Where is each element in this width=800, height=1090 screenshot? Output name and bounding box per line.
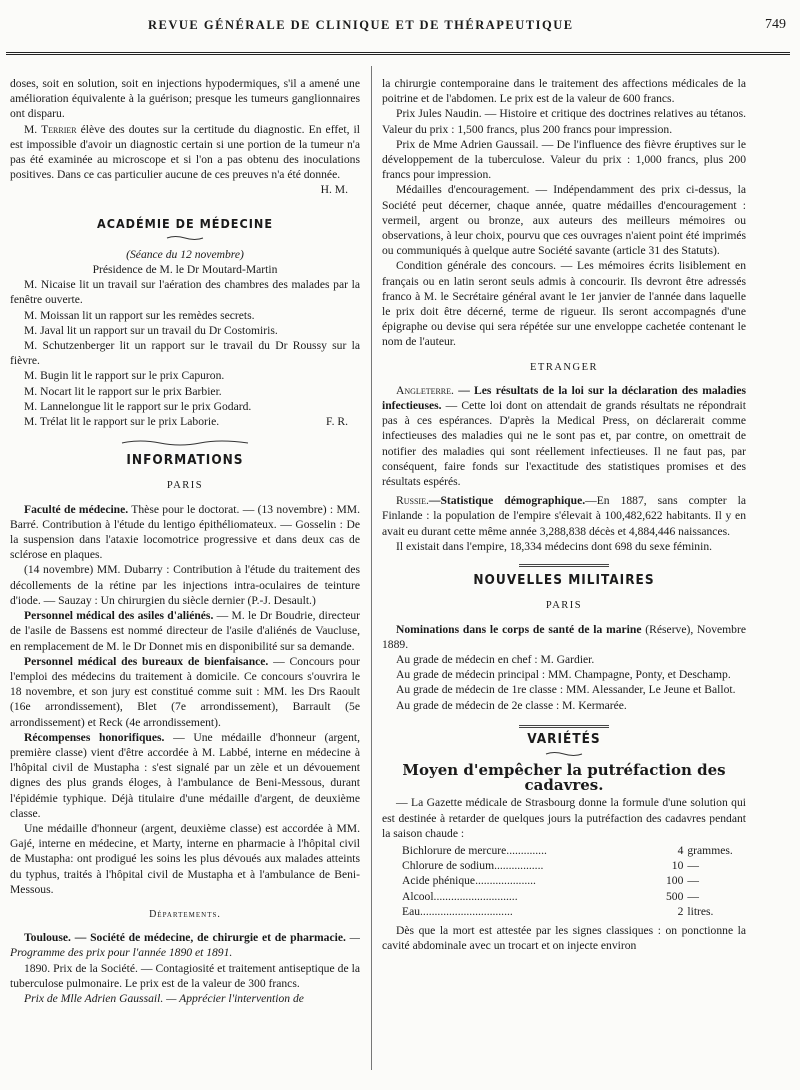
faculte-paragraph (10, 502, 360, 563)
acad-item: M. Moissan lit un rapport sur les remèdes secrets. (24, 308, 255, 322)
angleterre-head: — Les résultats de la loi sur la déclaration des maladies infectieuses. (382, 383, 746, 413)
faculte-paragraph-2: (14 novembre) MM. Dubarry : Contribution à l'étude du traitement des décollements de la rétine par les injections intra-oculaires de teinture d'iode. — Sauzay : Un chirurgien du siècle dernier (P.-J. Desault.) (10, 563, 360, 607)
final-paragraph: Dès que la mort est attestée par les signes classiques : on ponctionne la cavité abdominale avec un trocart et on injecte environ (382, 923, 746, 953)
formula-row: Acide phénique..................... 100 — (402, 874, 699, 888)
departements-heading: Départements. (149, 908, 221, 920)
medaille-paragraph: Une médaille d'honneur (argent, deuxième classe) est accordée à MM. Gajé, interne en médecine, et Marty, interne en pharmacie à l'hôpital civil de Mustapha: ont prodigué les soins les plus dévoués aux malades atteints du typhus, traités à l'hôpital civil de Mustapha et à l'ambulance de Beni-Messous. (10, 821, 360, 896)
formula-table (402, 843, 746, 919)
nouvelles-title: NOUVELLES MILITAIRES (473, 572, 655, 589)
faculte-text: Thèse pour le doctorat. — (13 novembre) : MM. Barré. Contribution à l'étude du lentigo épithéliomateux. — Gosselin : De la suspension dans l'ataxie locomotrice progressive et dans deux cas de sclérose en plaques. (10, 502, 360, 562)
bienfaisance-head: Personnel médical des bureaux de bienfaisance. (24, 654, 269, 668)
acad-item: M. Trélat lit le rapport sur le prix Laborie. (24, 415, 220, 429)
informations-paris: PARIS (166, 480, 204, 492)
formula-row: Eau................................ 2 litres. (402, 904, 714, 918)
russie-paragraph-2: Il existait dans l'empire, 18,334 médecins dont 698 du sexe féminin. (396, 539, 713, 553)
grade-item: Au grade de médecin de 1re classe : MM. Alessander, Le Jeune et Ballot. (396, 683, 736, 697)
seance-date: (Séance du 12 novembre) (126, 247, 244, 261)
asiles-text: — M. le Dr Boudrie, directeur de l'asile de Bassens est nommé directeur de l'asile d'aliénés de Vaucluse, en remplacement de M. le Dr Donnet mis en disponibilité sur sa demande. (10, 609, 360, 653)
chirurgie-paragraph: la chirurgie contemporaine dans le traitement des affections médicales de la poitrine et de l'abdomen. Le prix est de la valeur de 600 francs. (382, 77, 746, 106)
ornament-icon (165, 235, 205, 241)
formula-row: Alcool............................. 500 — (402, 889, 699, 903)
prix-societe: 1890. Prix de la Société. — Contagiosité et traitement antiseptique de la tuberculose pulmonaire. Le prix est de la valeur de 300 francs. (10, 961, 360, 990)
running-title: REVUE GÉNÉRALE DE CLINIQUE ET DE THÉRAPEUTIQUE (148, 18, 574, 32)
varietes-title: VARIÉTÉS (527, 730, 601, 747)
asiles-paragraph (10, 608, 360, 654)
condition-paragraph: Condition générale des concours. — Les mémoires écrits lisiblement en français ou en latin seront seuls admis à concourir. Ils devront être adressés franco à M. le Secrétaire général avant le 1er janvier de l'année dans laquelle le prix doit être décerné, terme de rigueur. Ils seront accompagnés d'une épigraphe ou devise qui sera répétée sur une enveloppe cachetée contenant le nom de l'auteur. (382, 259, 746, 349)
varietes-paragraph: — La Gazette médicale de Strasbourg donne la formule d'une solution qui est destinée à retarder de quelques jours la putréfaction des cadavres pendant la saison chaude : (382, 796, 746, 840)
medailles-paragraph: Médailles d'encouragement. — Indépendamment des prix ci-dessus, la Société peut décerner, chaque année, quatre médailles d'encouragement : vermeil, argent ou bronze, aux auteurs des meilleurs mémoires ou observations, à leur choix, pourvu que ces ouvrages n'aient point été imprimés ou communiqués à quelque autre Société savante (article 31 des Statuts). (382, 183, 746, 258)
faculte-head: Faculté de médecine. (24, 502, 129, 516)
informations-title: INFORMATIONS (126, 452, 244, 469)
recompenses-text: — Une médaille d'honneur (argent, première classe) vient d'être accordée à M. Labbé, interne en médecine à l'hôpital civil de Mustapha : s'est signalé par un zèle et un dévouement dignes des plus grands éloges, à l'ambulance de Beni-Messous, durant l'épidémie typhique. Déjà titulaire d'une médaille d'argent, de deuxième classe. (10, 730, 360, 820)
acad-item: M. Nicaise lit un travail sur l'aération des chambres des malades par la fenêtre ouverte. (10, 278, 360, 307)
acad-item: M. Lannelongue lit le rapport sur le prix Godard. (24, 399, 252, 413)
column-separator (371, 66, 372, 1070)
angleterre-text: — Cette loi dont on attendait de grands résultats ne répondrait pas à ces espérances. D'après la Medical Press, on déclarerait comme infectieuses des maladies qui ne le sont pas et, par contre, on omettrait de notifier des maladies qui sont réellement infectieuses. Il ne faut pas, par conséquent, faire fonds sur l'exactitude des statistiques promises et des résultats espérés. (382, 399, 746, 489)
gaussail-mme-paragraph: Prix de Mme Adrien Gaussail. — De l'influence des fièvre éruptives sur le développement de la tuberculose. Valeur du prix : 1,000 francs, plus 200 francs pour impression. (382, 137, 746, 182)
etranger-heading: ETRANGER (530, 361, 598, 373)
grade-item: Au grade de médecin en chef : M. Gardier. (396, 652, 595, 666)
acad-item: M. Bugin lit le rapport sur le prix Capuron. (24, 369, 225, 383)
russie-paragraph (382, 493, 746, 539)
paragraph-top: doses, soit en solution, soit en injections hypodermiques, s'il a amené une amélioration équivalente à la guérison; presque les tumeurs ganglionnaires ont disparu. (10, 77, 360, 121)
grade-item: Au grade de médecin principal : MM. Champagne, Ponty, et Deschamp. (396, 668, 731, 682)
signature-fr: F. R. (326, 415, 348, 429)
angleterre-paragraph (382, 383, 746, 489)
grade-item: Au grade de médecin de 2e classe : M. Kermarée. (396, 698, 627, 712)
recompenses-paragraph (10, 730, 360, 821)
acad-item: M. Schutzenberger lit un rapport sur le travail du Dr Roussy sur la fièvre. (10, 339, 360, 368)
header-rule (6, 52, 790, 55)
presidence: Présidence de M. le Dr Moutard-Martin (92, 263, 278, 277)
bienfaisance-text: — Concours pour l'emploi des médecins du traitement à domicile. Ce concours s'ouvrira le 18 novembre, et son jury est constitué comme suit : MM. les Drs Raoult (16e arrondissement), Blet (7e arrondissement), Barrault (5e arrondissement) et Reck (4e arrondissement). (10, 654, 360, 729)
asiles-head: Personnel médical des asiles d'aliénés. (24, 609, 214, 623)
varietes-subtitle: Moyen d'empêcher la putréfaction des cadavres. (402, 760, 726, 795)
naudin-paragraph: Prix Jules Naudin. — Histoire et critique des doctrines relatives au tétanos. Valeur du prix : 1,500 francs, plus 200 francs pour impression. (382, 107, 746, 136)
section-rule (519, 725, 609, 728)
recompenses-head: Récompenses honorifiques. (24, 730, 165, 744)
prix-gaussail-start: Prix de Mlle Adrien Gaussail. — Apprécier l'intervention de (24, 991, 304, 1005)
page-header (8, 14, 790, 36)
paragraph-terrier (10, 122, 360, 183)
angleterre-label: Angleterre. (396, 383, 454, 397)
signature-hm: H. M. (320, 183, 348, 197)
terrier-text: élève des doutes sur la certitude du diagnostic. En effet, il est impossible d'avoir un diagnostic certain si une portion de la tumeur n'a pas été examinée au microscope et si l'on a pas obtenu des inoculations positives. Dans ce cas particulier aucune de ces preuves n'a été donnée. (10, 122, 360, 182)
russie-label: Russie. (396, 494, 429, 508)
terrier-name: M. Terrier (24, 122, 77, 136)
toulouse-paragraph (10, 930, 360, 960)
russie-text: —En 1887, sans compter la Finlande : la population de l'empire s'élevait à 100,482,622 habitants. Il y en avait eu durant cette même année 3,288,838 décès et 4,884,446 naissances. (382, 494, 746, 538)
nouvelles-paris: PARIS (545, 600, 583, 612)
nominations-head: Nominations dans le corps de santé de la marine (396, 622, 642, 636)
academie-title: ACADÉMIE DE MÉDECINE (96, 215, 274, 231)
toulouse-text: — Programme des prix pour l'année 1890 et 1891. (10, 931, 360, 960)
bienfaisance-paragraph (10, 654, 360, 730)
ornament-icon (544, 751, 584, 757)
divider-ornament-icon (120, 439, 250, 447)
right-column (382, 76, 746, 953)
acad-item: M. Nocart lit le rapport sur le prix Barbier. (24, 384, 222, 398)
formula-row: Chlorure de sodium................. 10 — (402, 859, 699, 873)
nominations-text: (Réserve), Novembre 1889. (382, 622, 746, 651)
left-column (10, 76, 360, 1006)
acad-item: M. Javal lit un rapport sur un travail du Dr Costomiris. (24, 323, 278, 337)
section-rule (519, 564, 609, 567)
russie-head: —Statistique démographique. (428, 494, 586, 508)
nominations-paragraph (382, 622, 746, 652)
page-number: 749 (765, 17, 786, 32)
toulouse-head: Toulouse. — Société de médecine, de chirurgie et de pharmacie. (24, 931, 346, 945)
formula-row: Bichlorure de mercure.............. 4 grammes. (402, 843, 733, 857)
